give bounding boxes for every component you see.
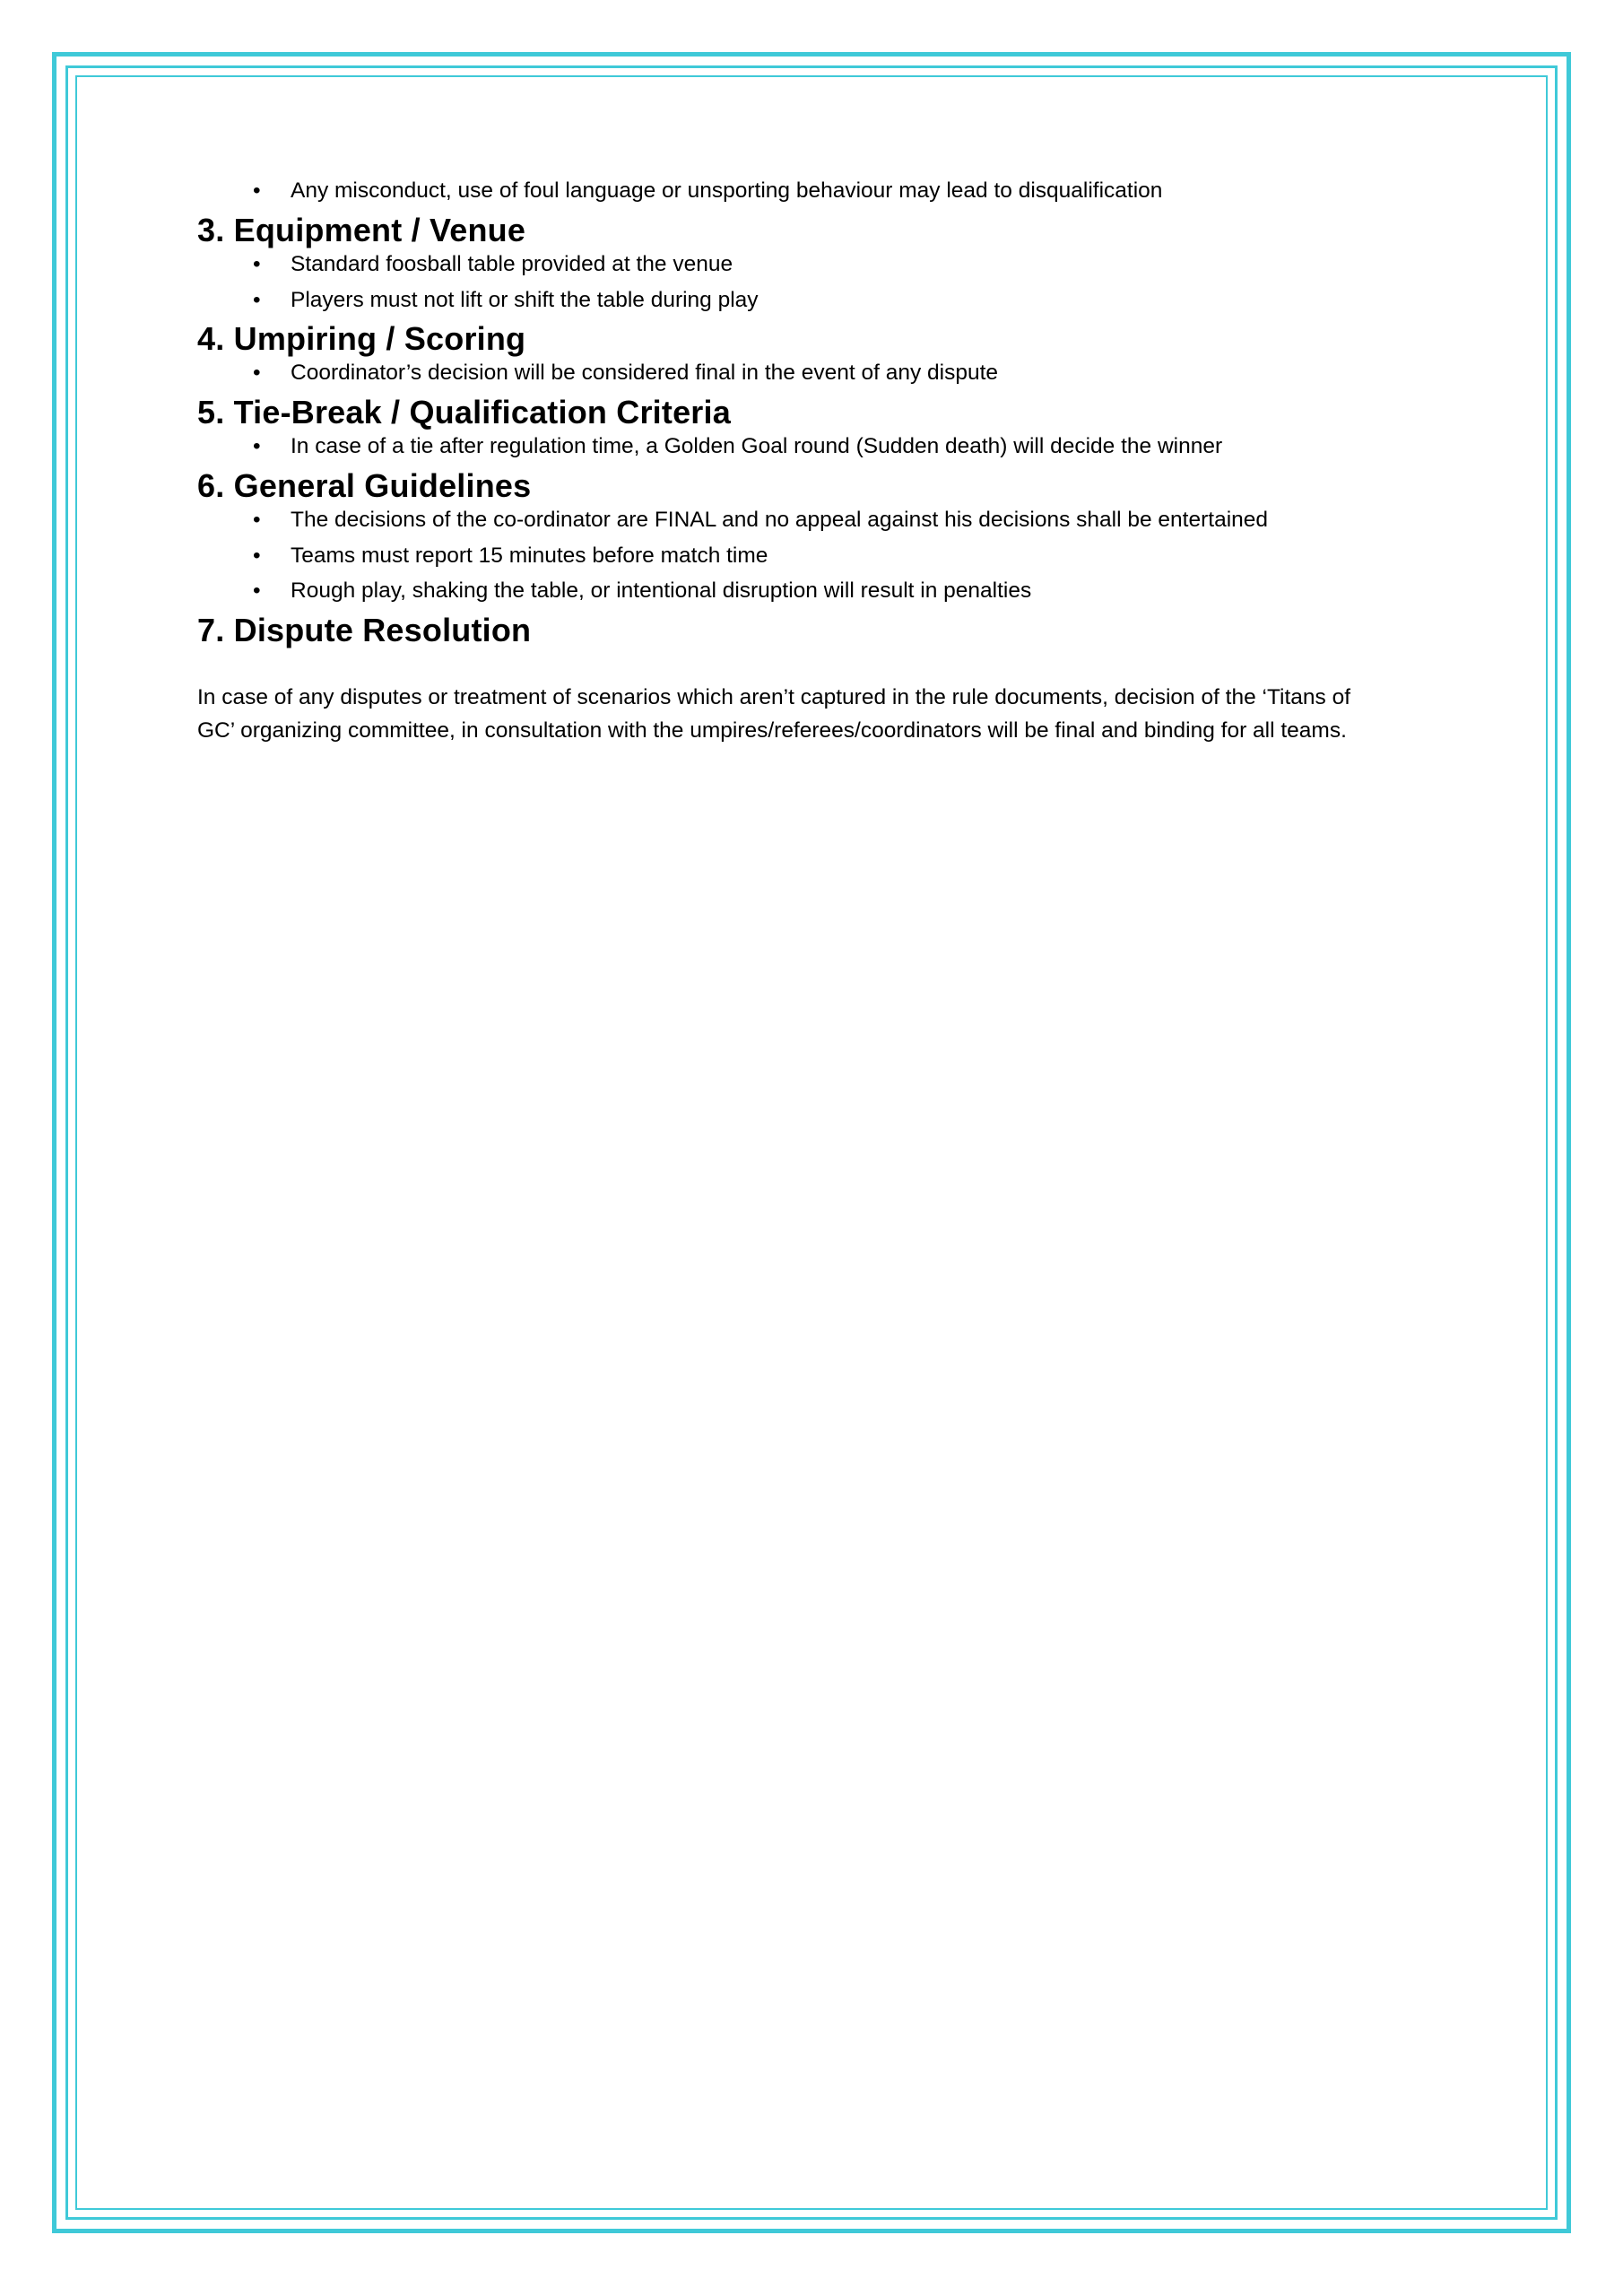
bullet-icon: •	[253, 178, 261, 203]
list-item-text: Any misconduct, use of foul language or unsporting behaviour may lead to disqualification	[291, 178, 1163, 203]
equipment-bullet-list	[197, 249, 1453, 317]
general-guidelines-bullet-list	[197, 505, 1453, 607]
intro-bullet-list	[197, 176, 1453, 207]
list-item	[197, 249, 1453, 281]
list-item-text: Coordinator’s decision will be considered final in the event of any dispute	[291, 361, 999, 386]
document-content	[197, 176, 1453, 748]
bullet-icon: •	[253, 251, 261, 276]
bullet-icon: •	[253, 507, 261, 532]
list-item-text: Players must not lift or shift the table during play	[291, 287, 759, 312]
section-heading-tiebreak: 5. Tie-Break / Qualification Criteria	[197, 394, 731, 431]
bullet-icon: •	[253, 361, 261, 386]
bullet-icon: •	[253, 287, 261, 312]
section-heading-general-guidelines: 6. General Guidelines	[197, 466, 532, 504]
section-heading-umpiring: 4. Umpiring / Scoring	[197, 320, 526, 358]
list-item	[197, 541, 1453, 572]
bullet-icon: •	[253, 434, 261, 459]
dispute-resolution-paragraph: In case of any disputes or treatment of scenarios which aren’t captured in the rule documents, decision of the ‘Titans of GC’ organizing committee, in consultation with the umpires/referees/coordinators will be final and binding for all teams.	[197, 685, 1351, 743]
section-heading-equipment: 3. Equipment / Venue	[197, 211, 526, 248]
list-item-text: The decisions of the co-ordinator are FINAL and no appeal against his decisions shall be entertained	[291, 507, 1269, 532]
list-item-text: Teams must report 15 minutes before match time	[291, 543, 768, 568]
tiebreak-bullet-list	[197, 431, 1453, 463]
list-item-text: Rough play, shaking the table, or intentional disruption will result in penalties	[291, 578, 1032, 604]
bullet-icon: •	[253, 578, 261, 604]
list-item	[197, 431, 1453, 463]
list-item-text: In case of a tie after regulation time, a Golden Goal round (Sudden death) will decide the winner	[291, 434, 1223, 459]
bullet-icon: •	[253, 543, 261, 568]
list-item	[197, 358, 1453, 389]
list-item-text: Standard foosball table provided at the venue	[291, 251, 733, 276]
list-item	[197, 576, 1453, 607]
list-item	[197, 176, 1453, 207]
list-item	[197, 505, 1453, 536]
umpiring-bullet-list	[197, 358, 1453, 389]
section-heading-dispute-resolution: 7. Dispute Resolution	[197, 612, 532, 649]
list-item	[197, 285, 1453, 317]
